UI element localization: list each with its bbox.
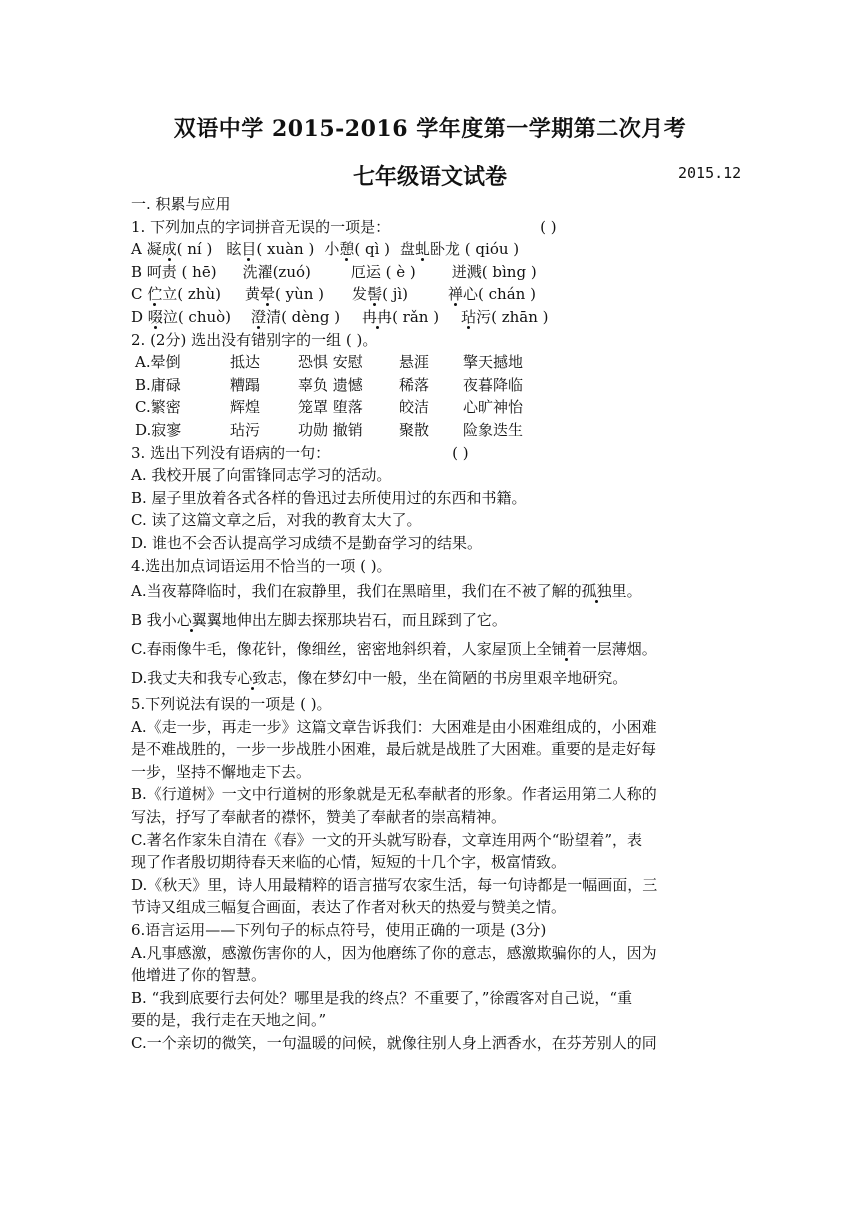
option-text: C. 读了这篇文章之后，对我的教育太大了。 bbox=[131, 511, 422, 530]
question-2-option-line bbox=[131, 396, 731, 419]
question-1-stem: 1. 下列加点的字词拼音无误的一项是： bbox=[131, 217, 391, 236]
option-text: ( ní ) bbox=[176, 240, 213, 259]
option-text: 污( zhān ) bbox=[476, 307, 549, 326]
question-1-option-line bbox=[131, 261, 731, 284]
question-5-text-line bbox=[131, 738, 731, 761]
dotted-character: 伫 bbox=[147, 285, 163, 304]
option-text: 黄 bbox=[244, 285, 260, 304]
dotted-character: 玷 bbox=[461, 307, 477, 326]
question-4-option-line bbox=[131, 606, 731, 635]
paragraph-text: C.著名作家朱自清在《春》一文的开头就写盼春，文章连用两个“盼望着”，表 bbox=[131, 830, 643, 849]
dotted-character: 目 bbox=[241, 240, 257, 259]
option-cell: 恐惧 安慰 bbox=[298, 353, 363, 372]
question-1-option-line bbox=[131, 283, 731, 306]
answer-bracket: ( ) bbox=[452, 443, 469, 462]
paragraph-text: 一步，坚持不懈地走下去。 bbox=[131, 762, 312, 781]
question-1-option-line bbox=[131, 306, 731, 329]
paragraph-text: A.《走一步，再走一步》这篇文章告诉我们：大困难是由小困难组成的，小困难 bbox=[131, 717, 657, 736]
dotted-character: 髻 bbox=[367, 285, 383, 304]
question-2-stem-line bbox=[131, 329, 731, 352]
question-5-text-line bbox=[131, 783, 731, 806]
option-text: 洗濯(zuó) bbox=[242, 262, 311, 281]
dotted-word: 专心致志 bbox=[222, 669, 283, 688]
option-text: 清( dèng ) bbox=[266, 307, 341, 326]
option-text: ( rǎn ) bbox=[392, 307, 440, 326]
option-text: ( jì) bbox=[382, 285, 408, 304]
question-6-stem: 6.语言运用——下列句子的标点符号，使用正确的一项是 (3分) bbox=[131, 921, 547, 940]
question-3-option-line bbox=[131, 464, 731, 487]
question-3-stem: 3. 选出下列没有语病的一句： bbox=[131, 443, 331, 462]
question-5-text-line bbox=[131, 716, 731, 739]
dotted-character: 成 bbox=[161, 240, 177, 259]
question-3-stem-line bbox=[131, 442, 731, 465]
option-cell: 心旷神怡 bbox=[463, 398, 524, 417]
exam-body bbox=[131, 193, 731, 1055]
question-6-text-line bbox=[131, 987, 731, 1010]
option-text: D. 谁也不会否认提高学习成绩不是勤奋学习的结果。 bbox=[131, 533, 483, 552]
subtitle-row bbox=[0, 160, 860, 190]
option-cell: C.繁密 bbox=[135, 398, 181, 417]
option-text: A.当夜幕降临时，我们在寂静里，我们在黑暗里，我们在不被了解的 bbox=[131, 582, 582, 601]
question-3-option-line bbox=[131, 532, 731, 555]
question-4-option-line bbox=[131, 635, 731, 664]
paragraph-text: B. “我到底要行去何处？哪里是我的终点？不重要了，”徐霞客对自己说，“重 bbox=[131, 988, 633, 1007]
option-text: 眩 bbox=[226, 240, 242, 259]
option-text: A. 我校开展了向雷锋同志学习的活动。 bbox=[131, 466, 392, 485]
question-5-text-line bbox=[131, 761, 731, 784]
exam-subtitle: 七年级语文试卷 bbox=[352, 164, 507, 190]
question-5-text-line bbox=[131, 806, 731, 829]
question-5-text-line bbox=[131, 829, 731, 852]
answer-bracket: ( ) bbox=[540, 217, 557, 236]
paragraph-text: 是不难战胜的，一步一步战胜小困难，最后就是战胜了大困难。重要的是走好每 bbox=[131, 740, 657, 759]
option-text: A 凝 bbox=[131, 240, 162, 259]
option-cell: 玷污 bbox=[230, 420, 261, 439]
question-2-option-line bbox=[131, 374, 731, 397]
question-4-stem-line bbox=[131, 555, 731, 578]
paragraph-text: A.凡事感激，感激伤害你的人，因为他磨练了你的意志，感激欺骗你的人，因为 bbox=[131, 943, 657, 962]
question-1-stem-line bbox=[131, 216, 731, 239]
option-text: 泣( chuò) bbox=[162, 307, 232, 326]
option-text: ( qì ) bbox=[354, 240, 390, 259]
option-cell: 辉煌 bbox=[230, 398, 261, 417]
option-cell: 辜负 遗憾 bbox=[298, 375, 363, 394]
option-text: 厄运 ( è ) bbox=[350, 262, 416, 281]
paragraph-text: D.《秋天》里，诗人用最精粹的语言描写农家生活，每一句诗都是一幅画面，三 bbox=[131, 875, 658, 894]
option-cell: A.晕倒 bbox=[135, 353, 181, 372]
option-cell: B.庸碌 bbox=[135, 375, 181, 394]
option-cell: 皎洁 bbox=[399, 398, 430, 417]
dotted-word: 小心翼翼 bbox=[161, 611, 222, 630]
option-text: C bbox=[131, 285, 148, 304]
option-text: ，像在梦幻中一般，坐在简陋的书房里艰辛地研究。 bbox=[282, 669, 628, 688]
question-5-text-line bbox=[131, 874, 731, 897]
option-text: 一层薄烟。 bbox=[581, 640, 657, 659]
option-cell: 笼罩 堕落 bbox=[298, 398, 363, 417]
option-text: 小 bbox=[324, 240, 340, 259]
question-4-stem: 4.选出加点词语运用不恰当的一项 ( )。 bbox=[131, 556, 392, 575]
dotted-word: 孤独 bbox=[581, 582, 612, 601]
paragraph-text: B.《行道树》一文中行道树的形象就是无私奉献者的形象。作者运用第二人称的 bbox=[131, 785, 657, 804]
question-2-stem: 2. (2分) 选出没有错别字的一组 ( )。 bbox=[131, 330, 378, 349]
option-text: 心( chán ) bbox=[463, 285, 536, 304]
option-text: B 我 bbox=[131, 611, 162, 630]
question-6-stem-line bbox=[131, 919, 731, 942]
dotted-character: 虬 bbox=[415, 240, 431, 259]
option-text: D bbox=[131, 307, 148, 326]
dotted-word: 铺着 bbox=[551, 640, 582, 659]
question-5-stem-line bbox=[131, 693, 731, 716]
question-5-stem: 5.下列说法有误的一项是 ( )。 bbox=[131, 695, 332, 714]
exam-date: 2015.12 bbox=[678, 164, 742, 182]
option-cell: 稀落 bbox=[399, 375, 430, 394]
question-6-text-line bbox=[131, 964, 731, 987]
dotted-character: 晕 bbox=[259, 285, 275, 304]
question-2-option-line bbox=[131, 351, 731, 374]
option-text: 卧龙 ( qióu ) bbox=[430, 240, 520, 259]
dotted-character: 禅 bbox=[448, 285, 464, 304]
question-3-option-line bbox=[131, 509, 731, 532]
paragraph-text: 节诗又组成三幅复合画面，表达了作者对秋天的热爱与赞美之情。 bbox=[131, 898, 567, 917]
question-4-option-line bbox=[131, 664, 731, 693]
option-text: 盘 bbox=[400, 240, 416, 259]
question-6-text-line bbox=[131, 1032, 731, 1055]
option-cell: 聚散 bbox=[399, 420, 430, 439]
paragraph-text: 写法，抒写了奉献者的襟怀，赞美了奉献者的崇高精神。 bbox=[131, 808, 507, 827]
option-cell: 悬涯 bbox=[399, 353, 430, 372]
option-text: B. 屋子里放着各式各样的鲁迅过去所使用过的东西和书籍。 bbox=[131, 488, 527, 507]
section-heading-line bbox=[131, 193, 731, 216]
question-4-option-line bbox=[131, 577, 731, 606]
question-5-text-line bbox=[131, 851, 731, 874]
option-cell: 夜暮降临 bbox=[463, 375, 524, 394]
dotted-character: 憩 bbox=[339, 240, 355, 259]
option-text: 立( zhù) bbox=[162, 285, 221, 304]
exam-title: 双语中学 2015-2016 学年度第一学期第二次月考 bbox=[173, 116, 687, 142]
option-cell: 抵达 bbox=[230, 353, 261, 372]
question-6-text-line bbox=[131, 942, 731, 965]
question-5-text-line bbox=[131, 896, 731, 919]
paragraph-text: 现了作者殷切期待春天来临的心情，短短的十几个字，极富情致。 bbox=[131, 853, 567, 872]
dotted-character: 澄 bbox=[251, 307, 267, 326]
option-text: 地伸出左脚去探那块岩石，而且踩到了它。 bbox=[221, 611, 507, 630]
option-cell: 功勋 撤销 bbox=[298, 420, 363, 439]
dotted-character: 啜 bbox=[147, 307, 163, 326]
paragraph-text: 他增进了你的智慧。 bbox=[131, 966, 267, 985]
question-6-text-line bbox=[131, 1009, 731, 1032]
option-text: D.我丈夫和我 bbox=[131, 669, 223, 688]
paragraph-text: 要的是，我行走在天地之间。” bbox=[131, 1011, 327, 1030]
option-text: 里。 bbox=[611, 582, 642, 601]
option-cell: 险象迭生 bbox=[463, 420, 524, 439]
question-3-option-line bbox=[131, 487, 731, 510]
option-text: ( yùn ) bbox=[275, 285, 325, 304]
option-cell: D.寂寥 bbox=[135, 420, 182, 439]
paragraph-text: C.一个亲切的微笑，一句温暖的问候，就像往别人身上洒香水，在芬芳别人的同 bbox=[131, 1034, 657, 1052]
option-text: B 呵责 ( hē) bbox=[131, 262, 217, 281]
question-1-option-line bbox=[131, 238, 731, 261]
dotted-character: 冉冉 bbox=[362, 307, 393, 326]
option-cell: 擎天撼地 bbox=[463, 353, 524, 372]
section-heading: 一. 积累与应用 bbox=[131, 195, 231, 213]
question-2-option-line bbox=[131, 419, 731, 442]
option-cell: 糟蹋 bbox=[230, 375, 261, 394]
option-text: 迸溅( bìng ) bbox=[451, 262, 537, 281]
option-text: C.春雨像牛毛，像花针，像细丝，密密地斜织着，人家屋顶上全 bbox=[131, 640, 552, 659]
option-text: 发 bbox=[352, 285, 368, 304]
option-text: ( xuàn ) bbox=[256, 240, 315, 259]
